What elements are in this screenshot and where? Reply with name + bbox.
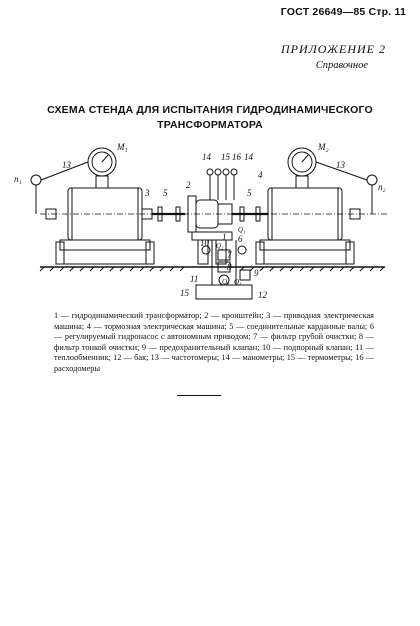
label-11: 11 xyxy=(190,274,199,284)
legend-item: 7 — фильтр грубой очистки; xyxy=(253,332,357,342)
label-4: 4 xyxy=(258,170,263,180)
label-5-right: 5 xyxy=(247,188,252,198)
meter-right xyxy=(288,148,377,214)
label-2: 2 xyxy=(186,180,191,190)
label-15-top: 15 xyxy=(221,152,230,162)
legend-item: 1 — гидродинамический трансформатор; xyxy=(54,311,202,320)
legend-item: 5 — соединительные карданные валы; xyxy=(229,321,368,331)
label-14-left: 14 xyxy=(202,152,211,162)
label-10: 10 xyxy=(200,238,209,248)
end-rule xyxy=(177,395,221,396)
legend-item: 14 — манометры; xyxy=(221,353,285,363)
brake-machine-4-base xyxy=(260,240,350,250)
legend-item: 15 — термометры; xyxy=(286,353,353,363)
label-6: 6 xyxy=(238,234,243,244)
label-7: 7 xyxy=(227,250,232,260)
test-stand-diagram xyxy=(0,138,420,308)
legend-item: 8 — фильтр тонкой очистки; xyxy=(54,332,374,352)
label-1: 1 xyxy=(222,232,227,242)
label-13-left: 13 xyxy=(62,160,71,170)
label-q1: Q₁ xyxy=(238,226,246,234)
label-n2: n₂ xyxy=(378,182,386,192)
appendix-kind: Справочное xyxy=(315,60,368,71)
cardan-shaft-left xyxy=(142,207,185,221)
page-header: ГОСТ 26649—85 Стр. 11 xyxy=(280,6,406,18)
legend-item: 10 — подпорный клапан; xyxy=(261,342,353,352)
legend-item: 4 — тормозная электрическая машина; xyxy=(86,321,227,331)
label-q2: Q₂ xyxy=(216,242,224,250)
label-8: 8 xyxy=(227,262,232,272)
label-13-right: 13 xyxy=(336,160,345,170)
label-3: 3 xyxy=(145,188,150,198)
figure-title xyxy=(40,103,380,133)
legend-item: 9 — предохранительный клапан; xyxy=(141,342,260,352)
legend-item: 12 — бак; xyxy=(113,353,149,363)
label-15-bottom: 15 xyxy=(180,288,189,298)
legend-item: 6 — регулируемый гидронасос с автономным приводом; xyxy=(54,321,374,342)
figure-title-line-1: СХЕМА СТЕНДА ДЛЯ ИСПЫТАНИЯ ГИДРОДИНАМИЧЕСКОГО xyxy=(47,104,373,116)
label-q3: Q₃ xyxy=(222,278,230,286)
appendix-title: ПРИЛОЖЕНИЕ 2 xyxy=(281,42,386,56)
label-n1: n₁ xyxy=(14,174,22,184)
legend-item: 16 — расходомеры xyxy=(54,353,374,373)
label-16: 16 xyxy=(232,152,241,162)
cardan-shaft-right xyxy=(232,207,268,221)
drive-machine-3-base xyxy=(60,240,150,250)
figure-title-line-2: ТРАНСФОРМАТОРА xyxy=(157,119,263,131)
legend-item: 3 — приводная электрическая машина; xyxy=(54,311,374,331)
hydraulic-circuit xyxy=(196,240,252,299)
label-12: 12 xyxy=(258,290,267,300)
label-m2: M₂ xyxy=(318,142,329,152)
legend-item: 11 — теплообменник; xyxy=(54,342,374,363)
meter-left xyxy=(31,148,116,214)
legend-item: 13 — частотомеры; xyxy=(150,353,220,363)
legend-item: 2 — кронштейн; xyxy=(204,311,264,320)
legend xyxy=(54,311,374,375)
gauges-top xyxy=(207,169,237,200)
label-m1: M₁ xyxy=(117,142,128,152)
torque-converter-1 xyxy=(188,196,232,264)
label-q4: Q₄ xyxy=(234,278,242,286)
label-5-left: 5 xyxy=(163,188,168,198)
tank-12 xyxy=(196,285,252,299)
label-9: 9 xyxy=(254,268,259,278)
label-14-right: 14 xyxy=(244,152,253,162)
